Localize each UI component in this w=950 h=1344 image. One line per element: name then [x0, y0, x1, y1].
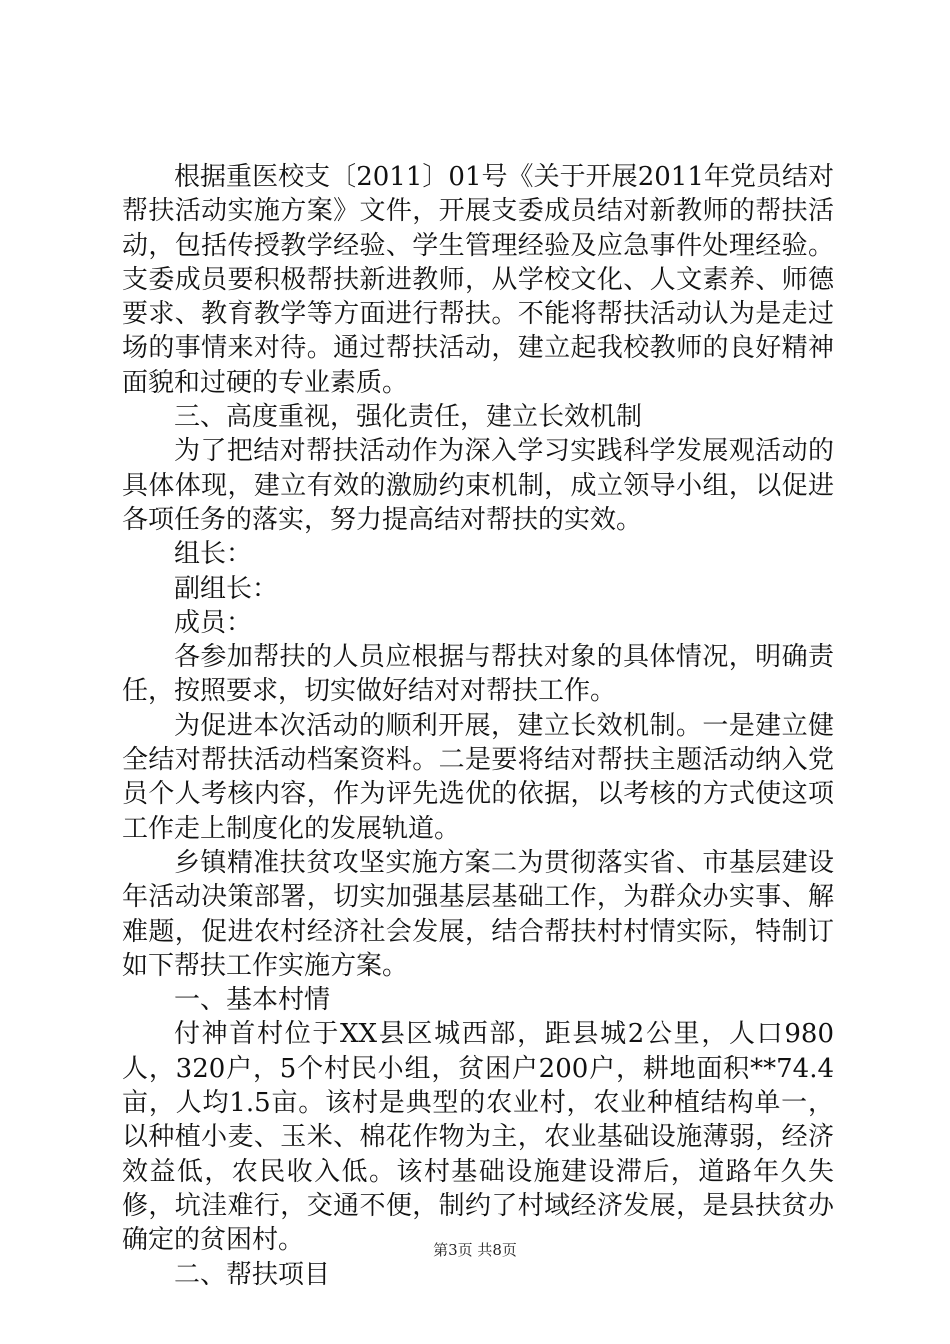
paragraph-responsibility: 各参加帮扶的人员应根据与帮扶对象的具体情况，明确责任，按照要求，切实做好结对对帮扶工作。: [122, 642, 834, 707]
section-heading-1: 一、基本村情: [174, 985, 331, 1016]
paragraph-leadership: 为了把结对帮扶活动作为深入学习实践科学发展观活动的具体体现，建立有效的激励约束机制，成立领导小组，以促进各项任务的落实，努力提高结对帮扶的实效。: [122, 436, 834, 535]
team-leader-line: 组长：: [174, 539, 253, 570]
deputy-leader-line: 副组长：: [174, 573, 279, 604]
paragraph-mechanism: 为促进本次活动的顺利开展，建立长效机制。一是建立健全结对帮扶活动档案资料。二是要将结对帮扶主题活动纳入党员个人考核内容，作为评先选优的依据，以考核的方式使这项工作走上制度化的发展轨道。: [122, 710, 834, 844]
section-heading-2: 二、帮扶项目: [174, 1259, 331, 1290]
paragraph-intro: 根据重医校支〔2011〕01号《关于开展2011年党员结对帮扶活动实施方案》文件，开展支委成员结对新教师的帮扶活动，包括传授教学经验、学生管理经验及应急事件处理经验。支委成员要积极帮扶新进教师，从学校文化、人文素养、师德要求、教育教学等方面进行帮扶。不能将帮扶活动认为是走过场的事情来对待。通过帮扶活动，建立起我校教师的良好精神面貌和过硬的专业素质。: [122, 162, 834, 398]
page-number-footer: 第3页 共8页: [433, 1241, 517, 1259]
section-heading-3: 三、高度重视，强化责任，建立长效机制: [174, 402, 643, 433]
members-line: 成员：: [174, 607, 253, 638]
paragraph-plan-two-intro: 乡镇精准扶贫攻坚实施方案二为贯彻落实省、市基层建设年活动决策部署，切实加强基层基础工作，为群众办实事、解难题，促进农村经济社会发展，结合帮扶村村情实际，特制订如下帮扶工作实施方案。: [122, 847, 834, 981]
paragraph-village-info: 付神首村位于XX县区城西部，距县城2公里，人口980人，320户，5个村民小组，贫困户200户，耕地面积**74.4亩，人均1.5亩。该村是典型的农业村，农业种植结构单一，以种植小麦、玉米、棉花作物为主，农业基础设施薄弱，经济效益低，农民收入低。该村基础设施建设滞后，道路年久失修，坑洼难行，交通不便，制约了村域经济发展，是县扶贫办确定的贫困村。: [122, 1019, 834, 1256]
document-body: [122, 160, 834, 1292]
